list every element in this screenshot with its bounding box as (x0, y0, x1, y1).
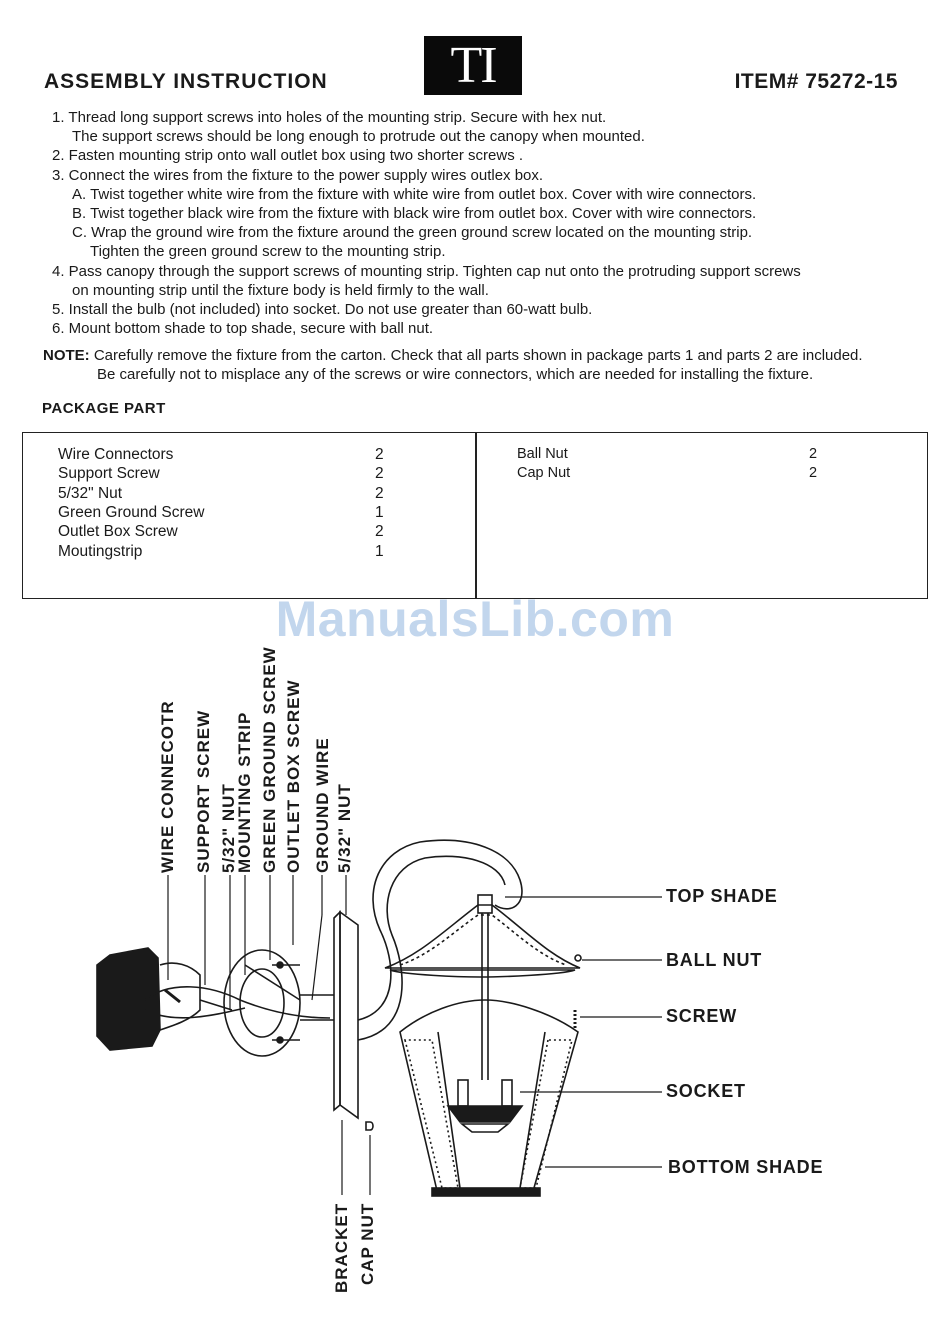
step-line: B. Twist together black wire from the fixture with black wire from outlet box. Cover with wire connectors. (72, 205, 757, 223)
label-nut: 5/32" NUT (219, 783, 238, 873)
label-screw: SCREW (666, 1006, 737, 1026)
part-qty: 2 (809, 465, 818, 481)
label-mounting-strip: MOUNTING STRIP (235, 711, 254, 873)
note-text: Carefully remove the fixture from the carton. Check that all parts shown in package parts 1 and parts 2 are included. (93, 347, 863, 364)
label-green-ground-screw: GREEN GROUND SCREW (260, 646, 279, 873)
part-name: Support Screw (58, 465, 160, 482)
label-nut-2: 5/32" NUT (335, 783, 354, 873)
label-cap-nut: CAP NUT (358, 1202, 377, 1285)
part-name: Outlet Box Screw (58, 523, 178, 540)
brand-logo: TI (424, 36, 522, 95)
step-line: 3. Connect the wires from the fixture to the power supply wires outlex box. (52, 166, 544, 184)
step-line: 4. Pass canopy through the support screws of mounting strip. Tighten cap nut onto the protruding support screws (52, 262, 801, 280)
leader-lines (168, 875, 662, 1195)
label-support-screw: SUPPORT SCREW (194, 709, 213, 873)
label-wire-connector: WIRE CONNECOTR (158, 700, 177, 873)
package-heading: PACKAGE PART (42, 400, 166, 417)
label-bracket: BRACKET (332, 1202, 351, 1293)
lantern-arm (358, 840, 522, 1040)
part-qty: 2 (809, 446, 818, 462)
part-name: Cap Nut (517, 465, 571, 481)
socket-shape (448, 1080, 522, 1132)
watermark: ManualsLib.com (275, 591, 675, 647)
document-title: ASSEMBLY INSTRUCTION (44, 70, 328, 93)
ball-nut-part (575, 955, 581, 961)
part-name: Wire Connectors (58, 446, 174, 463)
step-line: 6. Mount bottom shade to top shade, secure with ball nut. (52, 320, 434, 338)
outlet-box (97, 948, 200, 1050)
step-line: C. Wrap the ground wire from the fixture around the green ground screw located on the mounting strip. (72, 224, 753, 242)
note-text: Be carefully not to misplace any of the screws or wire connectors, which are needed for installing the fixture. (97, 366, 814, 383)
label-socket: SOCKET (666, 1081, 746, 1101)
part-name: 5/32" Nut (58, 485, 123, 502)
step-line: 2. Fasten mounting strip onto wall outlet box using two shorter screws . (52, 147, 524, 165)
finial (478, 895, 492, 913)
part-qty: 2 (375, 523, 384, 540)
part-name: Moutingstrip (58, 543, 143, 560)
part-qty: 2 (375, 485, 384, 502)
part-qty: 1 (375, 504, 384, 521)
part-qty: 2 (375, 465, 384, 482)
bracket (300, 912, 358, 1118)
label-outlet-box-screw: OUTLET BOX SCREW (284, 679, 303, 873)
label-bottom-shade: BOTTOM SHADE (668, 1157, 824, 1177)
note-label: NOTE: (43, 347, 90, 364)
step-line: on mounting strip until the fixture body is held firmly to the wall. (72, 281, 489, 299)
step-line: A. Twist together white wire from the fixture with white wire from outlet box. Cover with wire connectors. (72, 185, 757, 203)
wires (145, 987, 330, 1018)
cap-nut-part (366, 1122, 373, 1130)
item-number: ITEM# 75272-15 (734, 70, 898, 93)
step-line: Tighten the green ground screw to the mounting strip. (90, 243, 446, 261)
step-line: 5. Install the bulb (not included) into socket. Do not use greater than 60-watt bulb. (52, 301, 593, 319)
label-top-shade: TOP SHADE (666, 886, 778, 906)
label-ball-nut: BALL NUT (666, 950, 763, 970)
part-qty: 1 (375, 543, 384, 560)
part-name: Green Ground Screw (58, 504, 205, 521)
part-name: Ball Nut (517, 446, 568, 462)
step-line: 1. Thread long support screws into holes of the mounting strip. Secure with hex nut. (52, 109, 607, 126)
part-qty: 2 (375, 446, 384, 463)
step-line: The support screws should be long enough to protrude out the canopy when mounted. (72, 128, 645, 146)
label-ground-wire: GROUND WIRE (313, 737, 332, 873)
